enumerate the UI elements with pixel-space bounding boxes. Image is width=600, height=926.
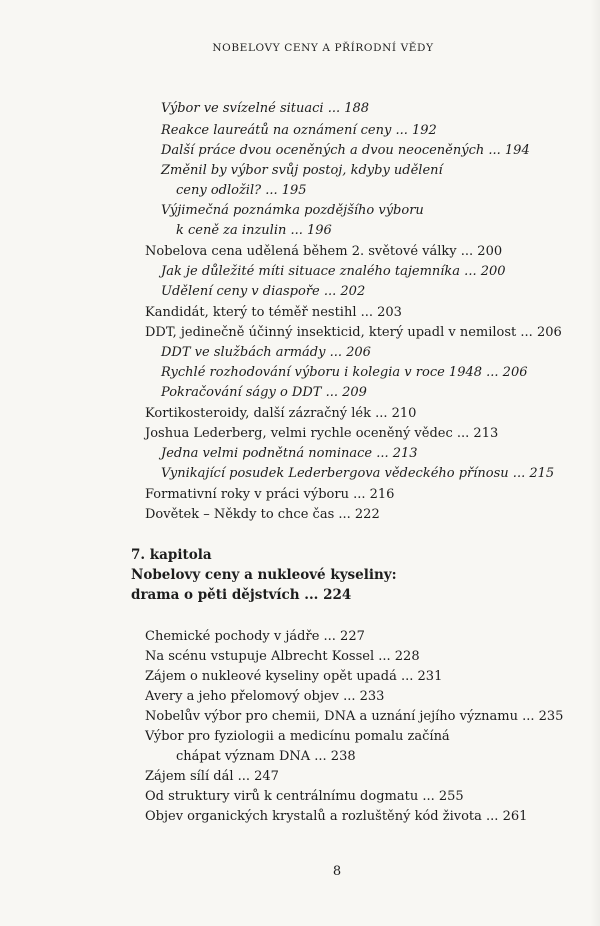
toc-section: Kandidát, který to téměř nestihl ... 203	[145, 305, 402, 320]
toc-entry: Změnil by výbor svůj postoj, kdyby udělení	[161, 163, 443, 178]
toc-section: Na scénu vstupuje Albrecht Kossel ... 228	[145, 649, 420, 664]
toc-entry: Jedna velmi podnětná nominace ... 213	[161, 446, 418, 461]
toc-entry: Pokračování ságy o DDT ... 209	[161, 385, 367, 400]
toc-section-continued: chápat význam DNA ... 238	[176, 749, 356, 764]
toc-section: Kortikosteroidy, další zázračný lék ... 210	[145, 406, 417, 421]
chapter-title-line1: Nobelovy ceny a nukleové kyseliny:	[131, 567, 397, 583]
chapter-number: 7. kapitola	[131, 547, 212, 563]
running-header: NOBELOVY CENY A PŘÍRODNÍ VĚDY	[212, 42, 434, 54]
toc-section: Zájem o nukleové kyseliny opět upadá ... 231	[145, 669, 443, 684]
page-edge-shadow	[590, 0, 600, 926]
chapter-title-line2: drama o pěti dějstvích ... 224	[131, 587, 352, 603]
toc-entry-continued: ceny odložil? ... 195	[176, 183, 307, 198]
toc-entry: Další práce dvou oceněných a dvou neoceněných ... 194	[161, 143, 530, 158]
toc-section: Výbor pro fyziologii a medicínu pomalu začíná	[145, 729, 450, 744]
toc-section: Nobelův výbor pro chemii, DNA a uznání jejího významu ... 235	[145, 709, 564, 724]
toc-entry: Udělení ceny v diaspoře ... 202	[161, 284, 366, 299]
toc-section: Objev organických krystalů a rozluštěný kód života ... 261	[145, 809, 528, 824]
toc-entry: DDT ve službách armády ... 206	[161, 345, 371, 360]
toc-section: Formativní roky v práci výboru ... 216	[145, 487, 395, 502]
toc-entry: Rychlé rozhodování výboru i kolegia v roce 1948 ... 206	[161, 365, 528, 380]
toc-section: Dovětek – Někdy to chce čas ... 222	[145, 507, 380, 522]
toc-entry: Reakce laureátů na oznámení ceny ... 192	[161, 123, 437, 138]
toc-section: Od struktury virů k centrálnímu dogmatu ... 255	[145, 789, 464, 804]
toc-entry: Výbor ve svízelné situaci ... 188	[161, 101, 370, 116]
toc-section: Chemické pochody v jádře ... 227	[145, 629, 365, 644]
toc-section: Zájem sílí dál ... 247	[145, 769, 279, 784]
toc-entry: Jak je důležité míti situace znalého tajemníka ... 200	[161, 264, 506, 279]
toc-section: Joshua Lederberg, velmi rychle oceněný vědec ... 213	[145, 426, 499, 441]
toc-section: DDT, jedinečně účinný insekticid, který upadl v nemilost ... 206	[145, 325, 562, 340]
toc-entry-continued: k ceně za inzulin ... 196	[176, 223, 332, 238]
toc-entry: Výjimečná poznámka pozdějšího výboru	[161, 203, 424, 218]
toc-entry: Vynikající posudek Lederbergova vědeckého přínosu ... 215	[161, 466, 555, 481]
page-number: 8	[332, 864, 342, 879]
toc-section: Avery a jeho přelomový objev ... 233	[145, 689, 385, 704]
toc-section: Nobelova cena udělená během 2. světové války ... 200	[145, 244, 503, 259]
